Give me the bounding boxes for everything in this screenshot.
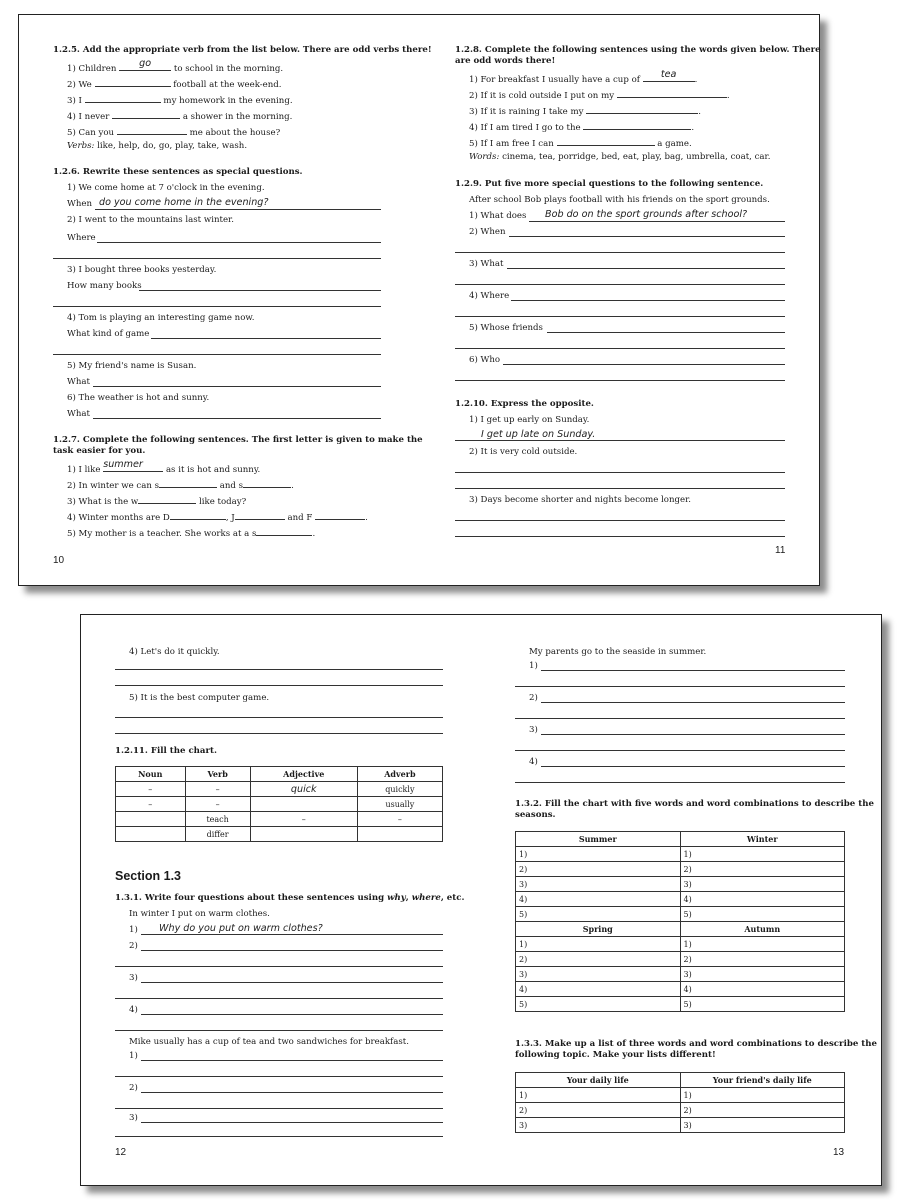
sentence-2: 2) It is very cold outside.: [469, 447, 578, 457]
chart-cell[interactable]: usually: [357, 797, 442, 812]
answer-blank[interactable]: [617, 88, 727, 98]
given-sentence: After school Bob plays football with his friends on the sport grounds.: [469, 195, 770, 205]
answer-blank[interactable]: [243, 478, 291, 488]
question-6-prompt: 6) The weather is hot and sunny.: [67, 393, 210, 403]
question-number: 2): [129, 941, 138, 951]
answer-line[interactable]: [455, 536, 785, 537]
chart-cell[interactable]: 5): [516, 997, 681, 1012]
handwritten-answer: Why do you put on warm clothes?: [159, 923, 323, 934]
chart-cell[interactable]: 1): [516, 847, 681, 862]
chart-cell[interactable]: 1): [516, 1088, 681, 1103]
answer-line[interactable]: [455, 348, 785, 349]
chart-cell[interactable]: 4): [680, 982, 845, 997]
question-number: 1): [129, 925, 138, 935]
answer-blank[interactable]: [117, 125, 187, 135]
given-sentence: My parents go to the seaside in summer.: [529, 647, 707, 657]
chart-cell[interactable]: [357, 827, 442, 842]
answer-line[interactable]: [141, 982, 443, 983]
chart-cell[interactable]: [116, 812, 186, 827]
header-noun: Noun: [116, 767, 186, 782]
answer-line[interactable]: [139, 290, 381, 291]
sentence-4: 4) Winter months are D , J and F .: [67, 510, 368, 524]
question-number: 4): [129, 1005, 138, 1015]
answer-line[interactable]: [141, 1122, 443, 1123]
answer-blank[interactable]: [583, 120, 691, 130]
answer-line[interactable]: [115, 1030, 443, 1031]
question-4-prompt: 4) Tom is playing an interesting game now.: [67, 313, 255, 323]
exercise-1-2-8-title-line-1: 1.2.8. Complete the following sentences using the words given below. There: [455, 45, 821, 55]
chart-cell[interactable]: 2): [680, 952, 845, 967]
answer-blank[interactable]: [112, 109, 180, 119]
book-spread-pages-10-11: [18, 14, 820, 586]
chart-cell[interactable]: 3): [516, 967, 681, 982]
answer-line[interactable]: [53, 258, 381, 259]
chart-cell[interactable]: –: [185, 797, 250, 812]
question-number: 3): [129, 973, 138, 983]
question-2-label: 2) When: [469, 227, 506, 237]
answer-line[interactable]: [455, 488, 785, 489]
question-3-label: How many books: [67, 281, 142, 291]
chart-cell[interactable]: –: [357, 812, 442, 827]
exercise-1-2-7-title-line-2: task easier for you.: [53, 446, 146, 456]
chart-cell[interactable]: 2): [516, 862, 681, 877]
answer-line[interactable]: [115, 669, 443, 670]
chart-cell[interactable]: [116, 827, 186, 842]
book-spread-pages-12-13: [80, 614, 882, 1186]
answer-line[interactable]: [529, 221, 785, 222]
question-6-label: 6) Who: [469, 355, 501, 365]
answer-blank[interactable]: [235, 510, 285, 520]
question-5-prompt: 5) My friend's name is Susan.: [67, 361, 197, 371]
sentence-2: 2) We football at the week-end.: [67, 77, 282, 91]
answer-line[interactable]: [509, 236, 785, 237]
chart-cell[interactable]: 3): [680, 877, 845, 892]
chart-cell[interactable]: 5): [680, 907, 845, 922]
question-number: 3): [129, 1113, 138, 1123]
answer-line[interactable]: [115, 733, 443, 734]
answer-line[interactable]: [115, 685, 443, 686]
chart-cell[interactable]: quick: [250, 782, 357, 797]
answer-line[interactable]: [115, 1076, 443, 1077]
exercise-1-2-9-title: 1.2.9. Put five more special questions to the following sentence.: [455, 179, 764, 189]
answer-line[interactable]: [115, 1108, 443, 1109]
chart-cell[interactable]: 3): [516, 1118, 681, 1133]
chart-cell[interactable]: differ: [185, 827, 250, 842]
answer-blank[interactable]: [557, 136, 655, 146]
exercise-1-3-3-title-line-1: 1.3.3. Make up a list of three words and word combinations to describe the: [515, 1039, 877, 1049]
sentence-3: 3) Days become shorter and nights become longer.: [469, 495, 691, 505]
question-5-label: 5) Whose friends: [469, 323, 543, 333]
exercise-1-2-5-title: 1.2.5. Add the appropriate verb from the list below. There are odd verbs there!: [53, 45, 432, 55]
question-4-label: 4) Where: [469, 291, 510, 301]
header-summer: Summer: [516, 832, 681, 847]
answer-line[interactable]: [455, 284, 785, 285]
answer-line[interactable]: [515, 750, 845, 751]
chart-cell[interactable]: –: [116, 782, 186, 797]
question-number: 2): [529, 693, 538, 703]
page-number: 10: [53, 555, 65, 566]
chart-cell[interactable]: 3): [516, 877, 681, 892]
answer-line[interactable]: [455, 472, 785, 473]
question-1-label: 1) What does: [469, 211, 527, 221]
chart-cell[interactable]: 4): [680, 892, 845, 907]
answer-line[interactable]: [141, 1060, 443, 1061]
sentence-1: 1) I like summer as it is hot and sunny.: [67, 459, 261, 475]
chart-cell[interactable]: 3): [680, 1118, 845, 1133]
answer-blank[interactable]: tea: [643, 72, 695, 82]
exercise-1-2-10-title: 1.2.10. Express the opposite.: [455, 399, 594, 409]
question-number: 1): [129, 1051, 138, 1061]
answer-blank[interactable]: summer: [103, 462, 163, 472]
exercise-1-3-2-title-line-1: 1.3.2. Fill the chart with five words and word combinations to describe the: [515, 799, 874, 809]
question-5-label: What: [67, 377, 90, 387]
verbs-list: Verbs: like, help, do, go, play, take, wash.: [67, 141, 248, 151]
sentence-1: 1) For breakfast I usually have a cup of tea .: [469, 69, 698, 85]
answer-line[interactable]: [95, 209, 381, 210]
chart-cell[interactable]: 4): [516, 892, 681, 907]
answer-line[interactable]: [507, 268, 785, 269]
answer-line[interactable]: [93, 418, 381, 419]
answer-line[interactable]: [455, 380, 785, 381]
sentence-2: 2) If it is cold outside I put on my .: [469, 88, 730, 102]
answer-line[interactable]: [515, 686, 845, 687]
question-3-prompt: 3) I bought three books yesterday.: [67, 265, 217, 275]
chart-cell[interactable]: 2): [680, 862, 845, 877]
handwritten-answer: I get up late on Sunday.: [481, 429, 596, 440]
sentence-4: 4) Let's do it quickly.: [129, 647, 220, 657]
question-6-label: What: [67, 409, 90, 419]
answer-line[interactable]: [503, 364, 785, 365]
answer-blank[interactable]: [256, 526, 312, 536]
answer-blank[interactable]: [138, 494, 196, 504]
answer-blank[interactable]: [315, 510, 365, 520]
answer-line[interactable]: [141, 1014, 443, 1015]
answer-blank[interactable]: go: [119, 61, 171, 71]
answer-line[interactable]: [53, 354, 381, 355]
question-number: 2): [129, 1083, 138, 1093]
answer-line[interactable]: [455, 440, 785, 441]
chart-cell[interactable]: 1): [680, 1088, 845, 1103]
answer-line[interactable]: [115, 1136, 443, 1137]
answer-blank[interactable]: [85, 93, 161, 103]
chart-cell[interactable]: 4): [516, 982, 681, 997]
question-1-label: When: [67, 199, 92, 209]
given-sentence: In winter I put on warm clothes.: [129, 909, 270, 919]
chart-cell[interactable]: –: [116, 797, 186, 812]
sentence-2: 2) In winter we can s and s .: [67, 478, 294, 492]
sentence-1: 1) I get up early on Sunday.: [469, 415, 590, 425]
answer-line[interactable]: [141, 1092, 443, 1093]
answer-line[interactable]: [455, 252, 785, 253]
exercise-1-3-1-title: 1.3.1. Write four questions about these sentences using why, where, etc.: [115, 893, 465, 903]
answer-line[interactable]: [511, 300, 785, 301]
answer-line[interactable]: [115, 966, 443, 967]
header-winter: Winter: [680, 832, 845, 847]
sentence-3: 3) If it is raining I take my .: [469, 104, 701, 118]
question-2-prompt: 2) I went to the mountains last winter.: [67, 215, 234, 225]
chart-cell[interactable]: 1): [680, 937, 845, 952]
chart-cell[interactable]: –: [185, 782, 250, 797]
question-number: 1): [529, 661, 538, 671]
sentence-5: 5) My mother is a teacher. She works at a s .: [67, 526, 315, 540]
section-title: Section 1.3: [115, 869, 181, 883]
answer-line[interactable]: [515, 782, 845, 783]
handwritten-answer: Bob do on the sport grounds after school?: [545, 209, 748, 220]
page-number: 13: [833, 1147, 845, 1158]
question-3-label: 3) What: [469, 259, 504, 269]
answer-line[interactable]: [541, 766, 845, 767]
chart-cell[interactable]: teach: [185, 812, 250, 827]
header-autumn: Autumn: [680, 922, 845, 937]
words-list: Words: cinema, tea, porridge, bed, eat, play, bag, umbrella, coat, car.: [469, 152, 771, 162]
answer-line[interactable]: [455, 520, 785, 521]
chart-cell[interactable]: 2): [516, 1103, 681, 1118]
given-sentence: Mike usually has a cup of tea and two sandwiches for breakfast.: [129, 1037, 409, 1047]
answer-line[interactable]: [141, 950, 443, 951]
question-1-prompt: 1) We come home at 7 o'clock in the evening.: [67, 183, 265, 193]
sentence-4: 4) I never a shower in the morning.: [67, 109, 292, 123]
answer-line[interactable]: [541, 702, 845, 703]
answer-line[interactable]: [115, 998, 443, 999]
sentence-5: 5) If I am free I can a game.: [469, 136, 692, 150]
answer-line[interactable]: [455, 316, 785, 317]
answer-line[interactable]: [541, 670, 845, 671]
question-number: 3): [529, 725, 538, 735]
chart-cell[interactable]: –: [250, 812, 357, 827]
answer-line[interactable]: [151, 338, 381, 339]
chart-cell[interactable]: 2): [680, 1103, 845, 1118]
chart-cell[interactable]: 5): [680, 997, 845, 1012]
exercise-1-2-8-title-line-2: are odd words there!: [455, 56, 556, 66]
sentence-5: 5) Can you me about the house?: [67, 125, 280, 139]
exercise-1-3-2-title-line-2: seasons.: [515, 810, 556, 820]
header-spring: Spring: [516, 922, 681, 937]
answer-blank[interactable]: [586, 104, 698, 114]
answer-blank[interactable]: [95, 77, 171, 87]
sentence-3: 3) I my homework in the evening.: [67, 93, 293, 107]
sentence-5: 5) It is the best computer game.: [129, 693, 270, 703]
header-your-daily-life: Your daily life: [516, 1073, 681, 1088]
chart-cell[interactable]: 2): [516, 952, 681, 967]
sentence-1: 1) Children go to school in the morning.: [67, 58, 284, 74]
question-number: 4): [529, 757, 538, 767]
chart-cell[interactable]: quickly: [357, 782, 442, 797]
answer-line[interactable]: [115, 717, 443, 718]
answer-line[interactable]: [97, 242, 381, 243]
chart-cell[interactable]: 5): [516, 907, 681, 922]
seasons-chart: [515, 831, 845, 1012]
handwritten-answer: do you come home in the evening?: [99, 197, 269, 208]
answer-line[interactable]: [93, 386, 381, 387]
header-adjective: Adjective: [250, 767, 357, 782]
question-2-label: Where: [67, 233, 96, 243]
answer-blank[interactable]: [159, 478, 217, 488]
page-number: 12: [115, 1147, 127, 1158]
header-friends-daily-life: Your friend's daily life: [680, 1073, 845, 1088]
header-adverb: Adverb: [357, 767, 442, 782]
chart-cell[interactable]: [250, 827, 357, 842]
answer-line[interactable]: [547, 332, 785, 333]
exercise-1-3-3-title-line-2: following topic. Make your lists different!: [515, 1050, 716, 1060]
exercise-1-2-6-title: 1.2.6. Rewrite these sentences as special questions.: [53, 167, 303, 177]
page-number: 11: [775, 545, 786, 556]
chart-cell[interactable]: 1): [516, 937, 681, 952]
daily-life-chart: [515, 1072, 845, 1133]
answer-line[interactable]: [541, 734, 845, 735]
answer-line[interactable]: [53, 306, 381, 307]
answer-line[interactable]: [141, 934, 443, 935]
word-formation-chart: [115, 766, 443, 842]
exercise-1-2-7-title-line-1: 1.2.7. Complete the following sentences. The first letter is given to make the: [53, 435, 423, 445]
answer-blank[interactable]: [170, 510, 226, 520]
chart-cell[interactable]: 1): [680, 847, 845, 862]
chart-cell[interactable]: [250, 797, 357, 812]
sentence-3: 3) What is the w like today?: [67, 494, 246, 508]
chart-cell[interactable]: 3): [680, 967, 845, 982]
exercise-1-2-11-title: 1.2.11. Fill the chart.: [115, 746, 217, 756]
sentence-4: 4) If I am tired I go to the .: [469, 120, 694, 134]
question-4-label: What kind of game: [67, 329, 150, 339]
header-verb: Verb: [185, 767, 250, 782]
answer-line[interactable]: [515, 718, 845, 719]
